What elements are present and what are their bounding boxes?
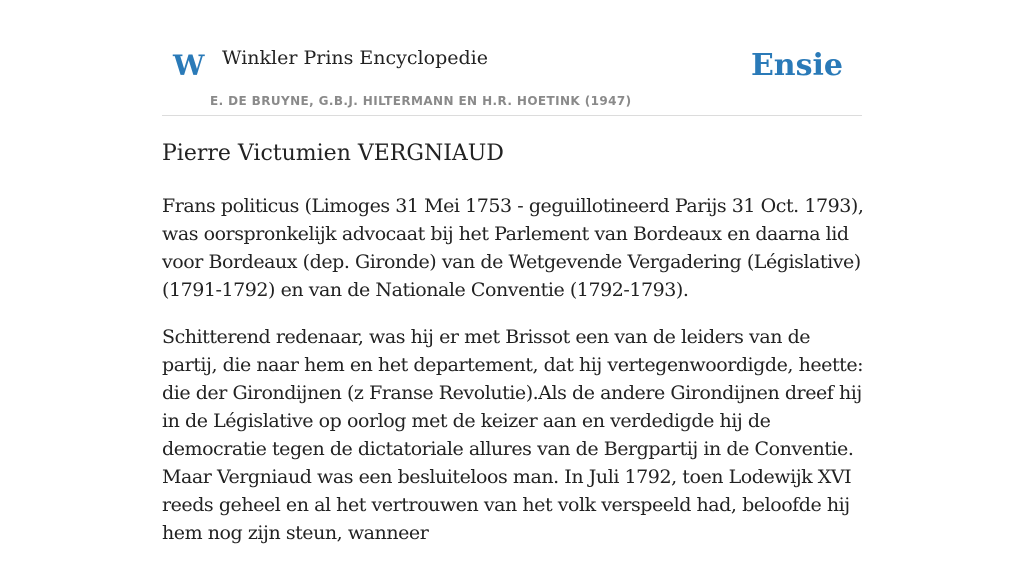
page xyxy=(162,0,864,544)
article-paragraph: Schitterend redenaar, was hij er met Brissot een van de leiders van de partij, die naar hem en het departement, dat hij vertegenwoordigde, heette: die der Girondijnen (z Franse Revolutie).Als de andere Girondijnen dreef hij in de Législative op oorlog met de keizer aan en verdedigde hij de democratie tegen de dictatoriale allures van de Bergpartij in de Conventie. Maar Vergniaud was een besluiteloos man. In Juli 1792, toen Lodewijk XVI reeds geheel en al het vertrouwen van het volk verspeeld had, beloofde hij hem nog zijn steun, wanneer xyxy=(162,326,864,544)
brand-logo[interactable]: Ensie xyxy=(750,48,843,83)
article-title: Pierre Victumien VERGNIAUD xyxy=(162,141,504,166)
source-authors: E. DE BRUYNE, G.B.J. HILTERMANN EN H.R. HOETINK (1947) xyxy=(210,94,632,108)
source-header xyxy=(162,0,862,116)
source-logo[interactable]: W xyxy=(173,49,205,82)
source-title[interactable]: Winkler Prins Encyclopedie xyxy=(222,47,488,69)
article-body xyxy=(162,192,867,566)
article-paragraph: Frans politicus (Limoges 31 Mei 1753 - geguillotineerd Parijs 31 Oct. 1793), was oorspronkelijk advocaat bij het Parlement van Bordeaux en daarna lid voor Bordeaux (dep. Gironde) van de Wetgevende Vergadering (Législative) (1791-1792) en van de Nationale Conventie (1792-1793). xyxy=(162,195,864,301)
